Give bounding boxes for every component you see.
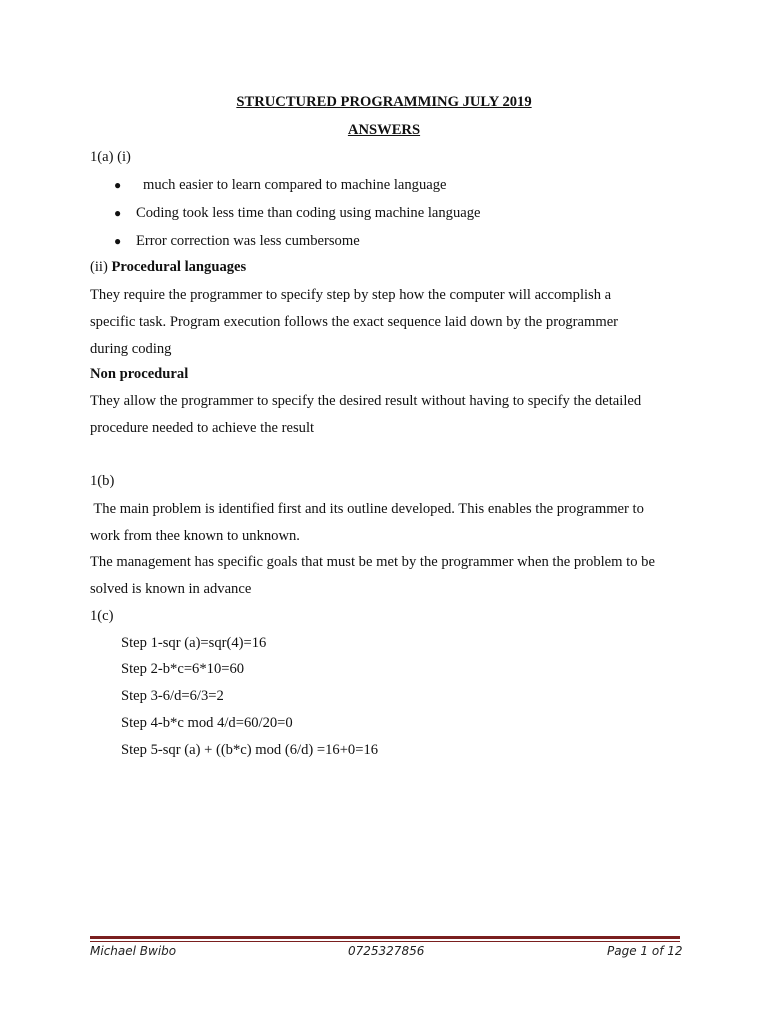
paragraph-line: The management has specific goals that must be met by the programmer when the problem to be	[90, 554, 655, 570]
paragraph-line: work from thee known to unknown.	[90, 528, 300, 544]
paragraph-line: They require the programmer to specify step by step how the computer will accomplish a	[90, 287, 612, 303]
list-item-text: much easier to learn compared to machine language	[143, 177, 447, 193]
paragraph-line: during coding	[90, 341, 172, 357]
footer-phone: 0725327856	[348, 944, 425, 958]
question-label-1a-ii	[90, 258, 246, 276]
paragraph-line: The main problem is identified first and its outline developed. This enables the programmer to	[90, 501, 644, 517]
procedural-heading: Procedural languages	[111, 259, 247, 275]
question-label-1a-i: 1(a) (i)	[90, 149, 131, 165]
bullet-icon: ●	[114, 206, 122, 220]
document-subtitle: ANSWERS	[347, 122, 421, 138]
step-line: Step 2-b*c=6*10=60	[121, 661, 245, 677]
question-label-1b: 1(b)	[90, 473, 115, 489]
bullet-icon: ●	[114, 234, 122, 248]
paragraph-line: procedure needed to achieve the result	[90, 420, 315, 436]
nonprocedural-heading: Non procedural	[90, 366, 189, 382]
paragraph-line: specific task. Program execution follows the exact sequence laid down by the programmer	[90, 314, 619, 330]
paragraph-line: They allow the programmer to specify the desired result without having to specify the detailed	[90, 393, 642, 409]
paragraph-line: solved is known in advance	[90, 581, 252, 597]
list-item-text: Error correction was less cumbersome	[136, 233, 360, 249]
footer-rule	[90, 936, 680, 939]
bullet-icon: ●	[114, 178, 122, 192]
footer-author: Michael Bwibo	[90, 944, 177, 958]
question-label-ii: (ii)	[90, 259, 112, 275]
step-line: Step 3-6/d=6/3=2	[121, 688, 224, 704]
footer-page-number: Page 1 of 12	[607, 944, 683, 958]
question-label-1c: 1(c)	[90, 608, 114, 624]
step-line: Step 1-sqr (a)=sqr(4)=16	[121, 635, 267, 651]
document-title: STRUCTURED PROGRAMMING JULY 2019	[236, 94, 532, 110]
footer-rule-thin	[90, 941, 680, 942]
step-line: Step 4-b*c mod 4/d=60/20=0	[121, 715, 293, 731]
list-item-text: Coding took less time than coding using machine language	[136, 205, 481, 221]
step-line: Step 5-sqr (a) + ((b*c) mod (6/d) =16+0=16	[121, 742, 379, 758]
